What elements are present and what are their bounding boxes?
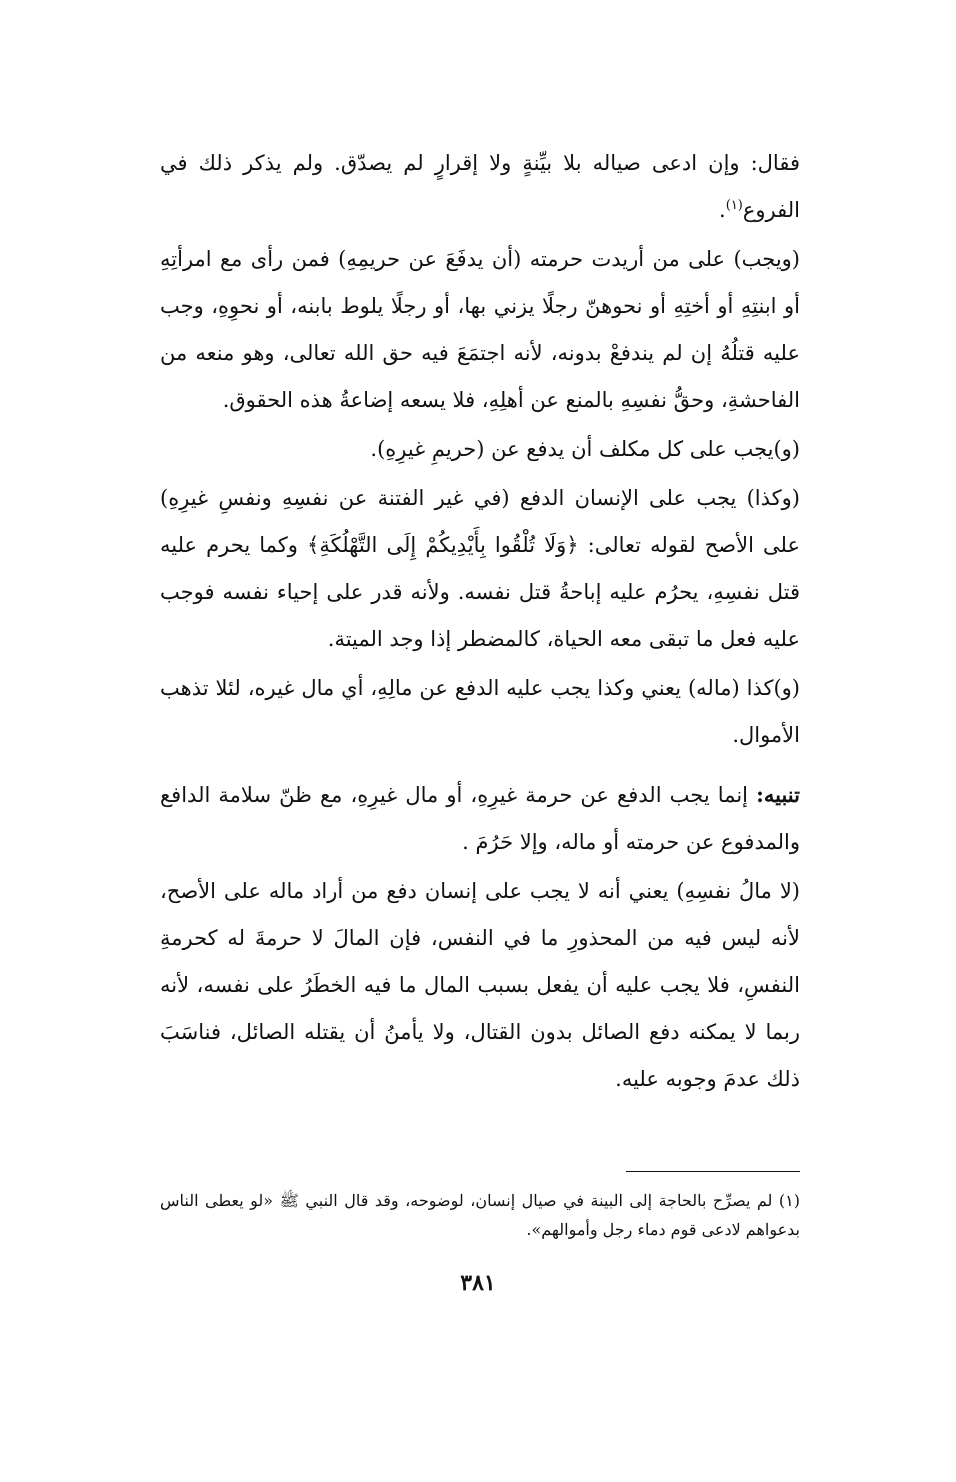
paragraph-1-tail: .	[719, 198, 726, 222]
paragraph-2	[160, 236, 800, 424]
paragraph-3-text: (و)يجب على كل مكلف أن يدفع عن (حريمِ غيرِهِ).	[370, 437, 800, 461]
paragraph-7	[160, 868, 800, 1103]
paragraph-4-text-before: (وكذا) يجب على الإنسان الدفع (في غير الفتنة عن نفسِهِ ونفسِ غيرِهِ) على الأصح لقوله تعالى:	[160, 486, 800, 557]
main-text	[160, 140, 800, 1103]
paragraph-1-text: فقال: وإن ادعى صياله بلا بيِّنةٍ ولا إقرارٍ لم يصدّق. ولم يذكر ذلك في الفروع	[160, 151, 800, 222]
paragraph-2-text: (ويجب) على من أريدت حرمته (أن يدفَعَ عن حريمِهِ) فمن رأى مع امرأتِهِ أو ابنتِهِ أو أختِهِ أو نحوهنّ رجلًا يزني بها، أو رجلًا يلوط بابنه، أو نحوِهِ، وجب عليه قتلُهُ إن لم يندفعْ بدونه، لأنه اجتمَعَ فيه حق الله تعالى، وهو منعه من الفاحشةِ، وحقُّ نفسِهِ بالمنع عن أهلِهِ، فلا يسعه إضاعةُ هذه الحقوق.	[160, 247, 800, 412]
page-number: ٣٨١	[460, 1270, 496, 1296]
footnote-divider	[626, 1171, 800, 1172]
footnote-1: (١) لم يصرِّح بالحاجة إلى البينة في صيال إنسان، لوضوحه، وقد قال النبي ﷺ «لو يعطى الناس بدعواهم لادعى قوم دماء رجل وأموالهم».	[160, 1191, 800, 1239]
paragraph-7-text: (لا مالُ نفسِهِ) يعني أنه لا يجب على إنسان دفع من أراد ماله على الأصح، لأنه ليس فيه من المحذورِ ما في النفس، فإن المالَ لا حرمةَ له كحرمةِ النفسِ، فلا يجب عليه أن يفعل بسبب المال ما فيه الخطَرُ على نفسه، لأنه ربما لا يمكنه دفع الصائل بدون القتال، ولا يأمنُ أن يقتله الصائل، فناسَبَ ذلك عدمَ وجوبه عليه.	[160, 879, 800, 1091]
paragraph-4	[160, 475, 800, 663]
quran-verse: ﴿وَلَا تُلْقُوا بِأَيْدِيكُمْ إِلَى التَّهْلُكَةِ﴾	[307, 533, 579, 557]
footnotes	[160, 1186, 800, 1244]
paragraph-5-text: (و)كذا (ماله) يعني وكذا يجب عليه الدفع عن مالِهِ، أي مال غيره، لئلا تذهب الأموال.	[160, 676, 800, 747]
paragraph-4-text-after: وكما يحرم عليه قتل نفسِهِ، يحرُم عليه إباحةُ قتل نفسه. ولأنه قدر على إحياء نفسه فوجب عليه فعل ما تبقى معه الحياة، كالمضطر إذا وجد الميتة.	[160, 533, 800, 651]
notice-heading: تنبيه:	[756, 782, 800, 807]
footnote-reference[interactable]: (١)	[725, 198, 743, 213]
paragraph-6	[160, 771, 800, 866]
paragraph-5	[160, 665, 800, 759]
paragraph-1	[160, 140, 800, 234]
paragraph-3	[160, 426, 800, 473]
paragraph-6-text: إنما يجب الدفع عن حرمة غيرِهِ، أو مال غيرِهِ، مع ظنّ سلامة الدافع والمدفوع عن حرمته أو ماله، وإلا حَرُمَ .	[160, 783, 800, 854]
